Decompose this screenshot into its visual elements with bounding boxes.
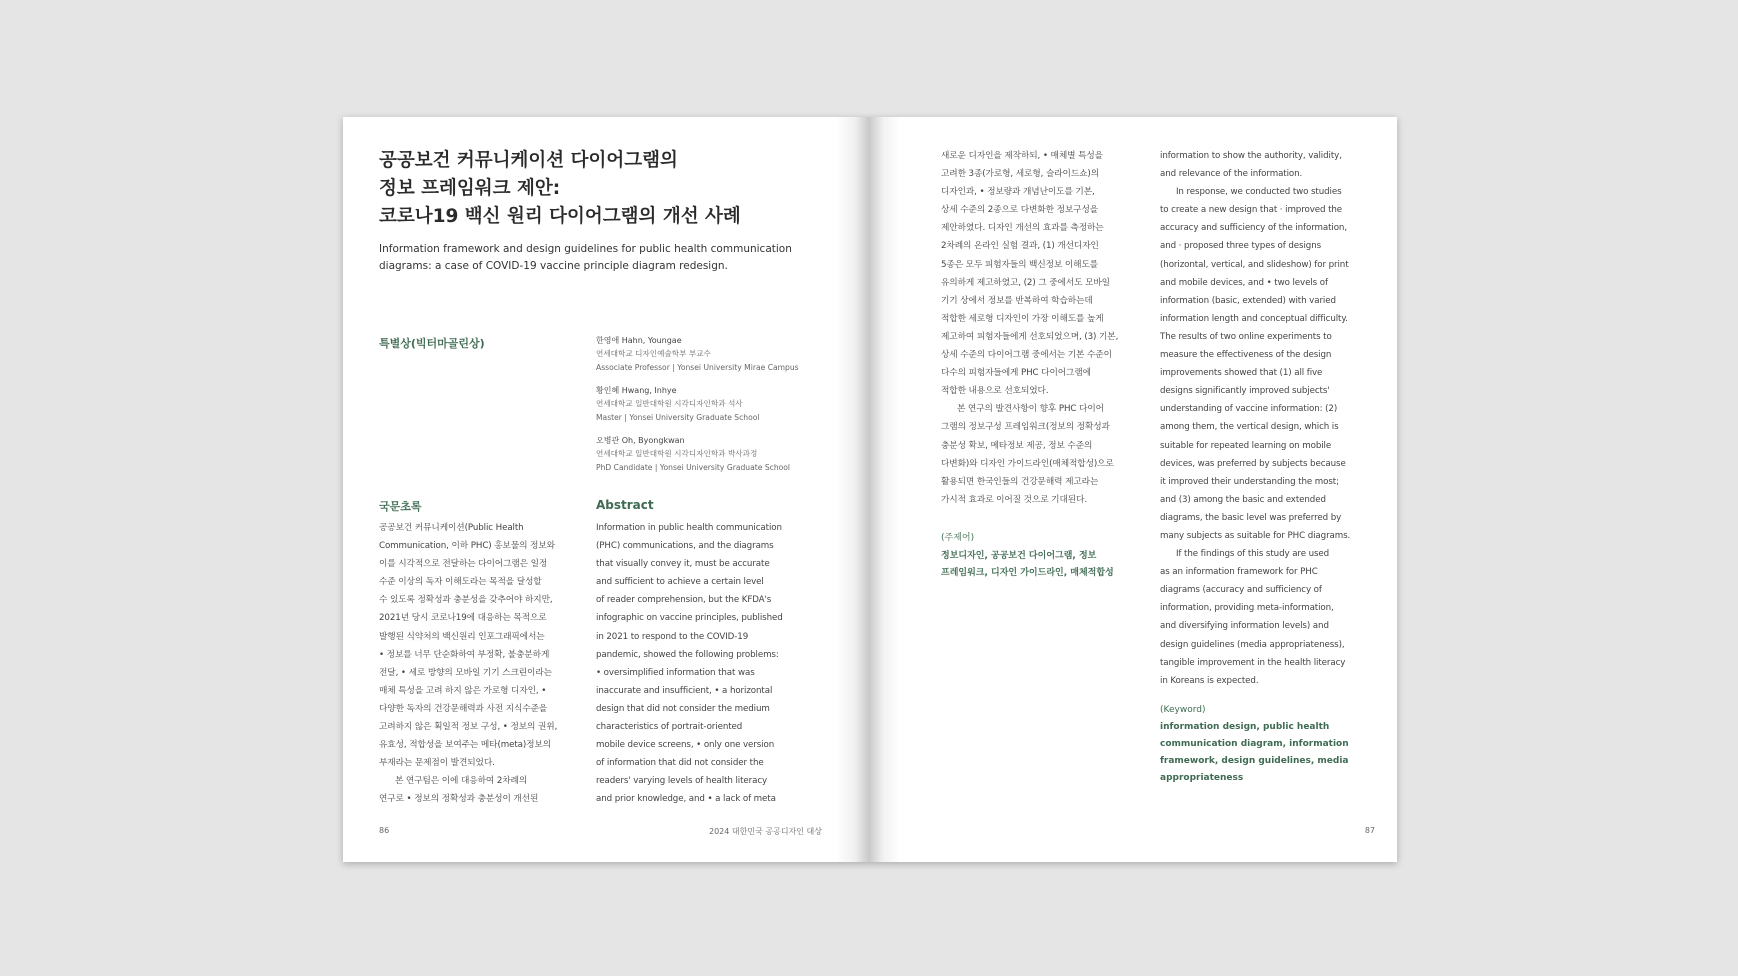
author-affiliation-en: Master | Yonsei University Graduate School	[596, 413, 760, 422]
award-label: 특별상(빅터마골린상)	[379, 337, 485, 350]
author-affiliation-en: PhD Candidate | Yonsei University Graduate School	[596, 463, 791, 472]
korean-abstract-continued: 새로운 디자인을 제작하되, • 매체별 특성을 고려한 3종(가로형, 세로형, 슬라이드쇼)의 디자인과, • 정보량과 개념난이도를 기본, 상세 수준의 2종으로 다변화한 정보구성을 제안하였다. 디자인 개선의 효과를 측정하는 2차례의 온라인 실험 결과, (1) 개선디자인 5종은 모두 피험자들의 백신정보 이해도를 유의하게 제고하였고, (2) 그 중에서도 모바일 기기 상에서 정보를 반복하여 학습하는데 적합한 세로형 디자인이 가장 이해도를 높게 제고하여 피험자들에게 선호되었으며, (3) 기본, 상세 수준의 다이어그램 중에서는 기본 수준이 다수의 피험자들에게 PHC 다이어그램에 적합한 내용으로 선호되었다. 본 연구의 발견사항이 향후 PHC 다이어 그램의 정보구성 프레임워크(정보의 정확성과 충분성 확보, 메타정보 제공, 정보 수준의 다변화)와 디자인 가이드라인(매체적합성)으로 활용되면 한국인들의 건강문해력 제고라는 가시적 효과로 이어질 것으로 기대된다.	[941, 151, 1119, 505]
korean-abstract-heading: 국문초록	[379, 500, 422, 513]
left-gutter-shadow	[836, 117, 870, 862]
book-spread	[343, 117, 1397, 862]
author-entry	[596, 384, 826, 425]
author-affiliation-ko: 연세대학교 일반대학원 시각디자인학과 박사과정	[596, 449, 758, 458]
right-page	[870, 117, 1397, 862]
author-affiliation-ko: 연세대학교 디자인예술학부 부교수	[596, 349, 711, 358]
keyword-heading-en: (Keyword)	[1160, 705, 1206, 715]
article-subtitle: Information framework and design guidelines for public health communication diagrams: a case of COVID-19 vaccine principle diagram redesign.	[379, 243, 792, 272]
author-name: 한영애 Hahn, Youngae	[596, 336, 682, 345]
keywords-en: information design, public health communication diagram, information framework, design guidelines, media appropriateness	[1160, 722, 1349, 783]
abstract-continued: information to show the authority, validity, and relevance of the information. In response, we conducted two studies to create a new design that · improved the accuracy and sufficiency of the information, and · proposed three types of designs (horizontal, vertical, and slideshow) for print and mobile devices, and • two levels of information (basic, extended) with varied information length and conceptual difficulty. The results of two online experiments to measure the effectiveness of the design improvements showed that (1) all five designs significantly improved subjects' understanding of vaccine information: (2) among them, the vertical design, which is suitable for repeated learning on mobile devices, was preferred by subjects because it improved their understanding the most; and (3) among the basic and extended diagrams, the basic level was preferred by many subjects as suitable for PHC diagrams. If the findings of this study are used as an information framework for PHC diagrams (accuracy and sufficiency of information, providing meta-information, and diversifying information levels) and design guidelines (media appropriateness), tangible improvement in the health literacy in Koreans is expected.	[1160, 151, 1351, 686]
author-affiliation-en: Associate Professor | Yonsei University Mirae Campus	[596, 363, 799, 372]
left-page	[343, 117, 870, 862]
korean-abstract-text: 공공보건 커뮤니케이션(Public Health Communication, 이하 PHC) 홍보물의 정보와 이를 시각적으로 전달하는 다이어그램은 일정 수준 이상의 독자 이해도라는 목적을 달성할 수 있도록 정확성과 충분성을 갖추어야 하지만, 2021년 당시 코로나19에 대응하는 목적으로 발행된 식약처의 백신원리 인포그래픽에서는 • 정보를 너무 단순화하여 부정확, 불충분하게 전달, • 세로 방향의 모바일 기기 스크린이라는 매체 특성을 고려 하지 않은 가로형 디자인, • 다양한 독자의 건강문해력과 사전 지식수준을 고려하지 않은 획일적 정보 구성, • 정보의 권위, 유효성, 적합성을 보여주는 메타(meta)정보의 부재라는 문제점이 발견되었다. 본 연구팀은 이에 대응하여 2차례의 연구로 • 정보의 정확성과 충분성이 개선된	[379, 523, 558, 805]
keywords-ko: 정보디자인, 공공보건 다이어그램, 정보 프레임워크, 디자인 가이드라인, 매체적합성	[941, 551, 1114, 578]
page-number-right: 87	[1364, 826, 1375, 835]
abstract-heading: Abstract	[596, 498, 654, 512]
author-name: 황인혜 Hwang, Inhye	[596, 386, 677, 395]
page-number-left: 86	[379, 826, 390, 835]
right-gutter-shadow	[870, 117, 900, 862]
author-affiliation-ko: 연세대학교 일반대학원 시각디자인학과 석사	[596, 399, 743, 408]
author-name: 오병관 Oh, Byongkwan	[596, 436, 685, 445]
author-entry	[596, 434, 826, 475]
author-entry	[596, 334, 826, 375]
article-title: 공공보건 커뮤니케이션 다이어그램의 정보 프레임워크 제안: 코로나19 백신 원리 다이어그램의 개선 사례	[379, 150, 741, 227]
keyword-heading-ko: (주제어)	[941, 533, 975, 543]
abstract-text: Information in public health communication (PHC) communications, and the diagrams that visually convey it, must be accurate and sufficient to achieve a certain level of reader comprehension, but the KFDA's infographic on vaccine principles, published in 2021 to respond to the COVID-19 pandemic, showed the following problems: • oversimplified information that was inaccurate and insufficient, • a horizontal design that did not consider the medium characteristics of portrait-oriented mobile device screens, • only one version of information that did not consider the readers' varying levels of health literacy and prior knowledge, and • a lack of meta	[596, 523, 783, 805]
author-list	[596, 334, 826, 484]
running-footer: 2024 대한민국 공공디자인 대상	[709, 827, 822, 836]
